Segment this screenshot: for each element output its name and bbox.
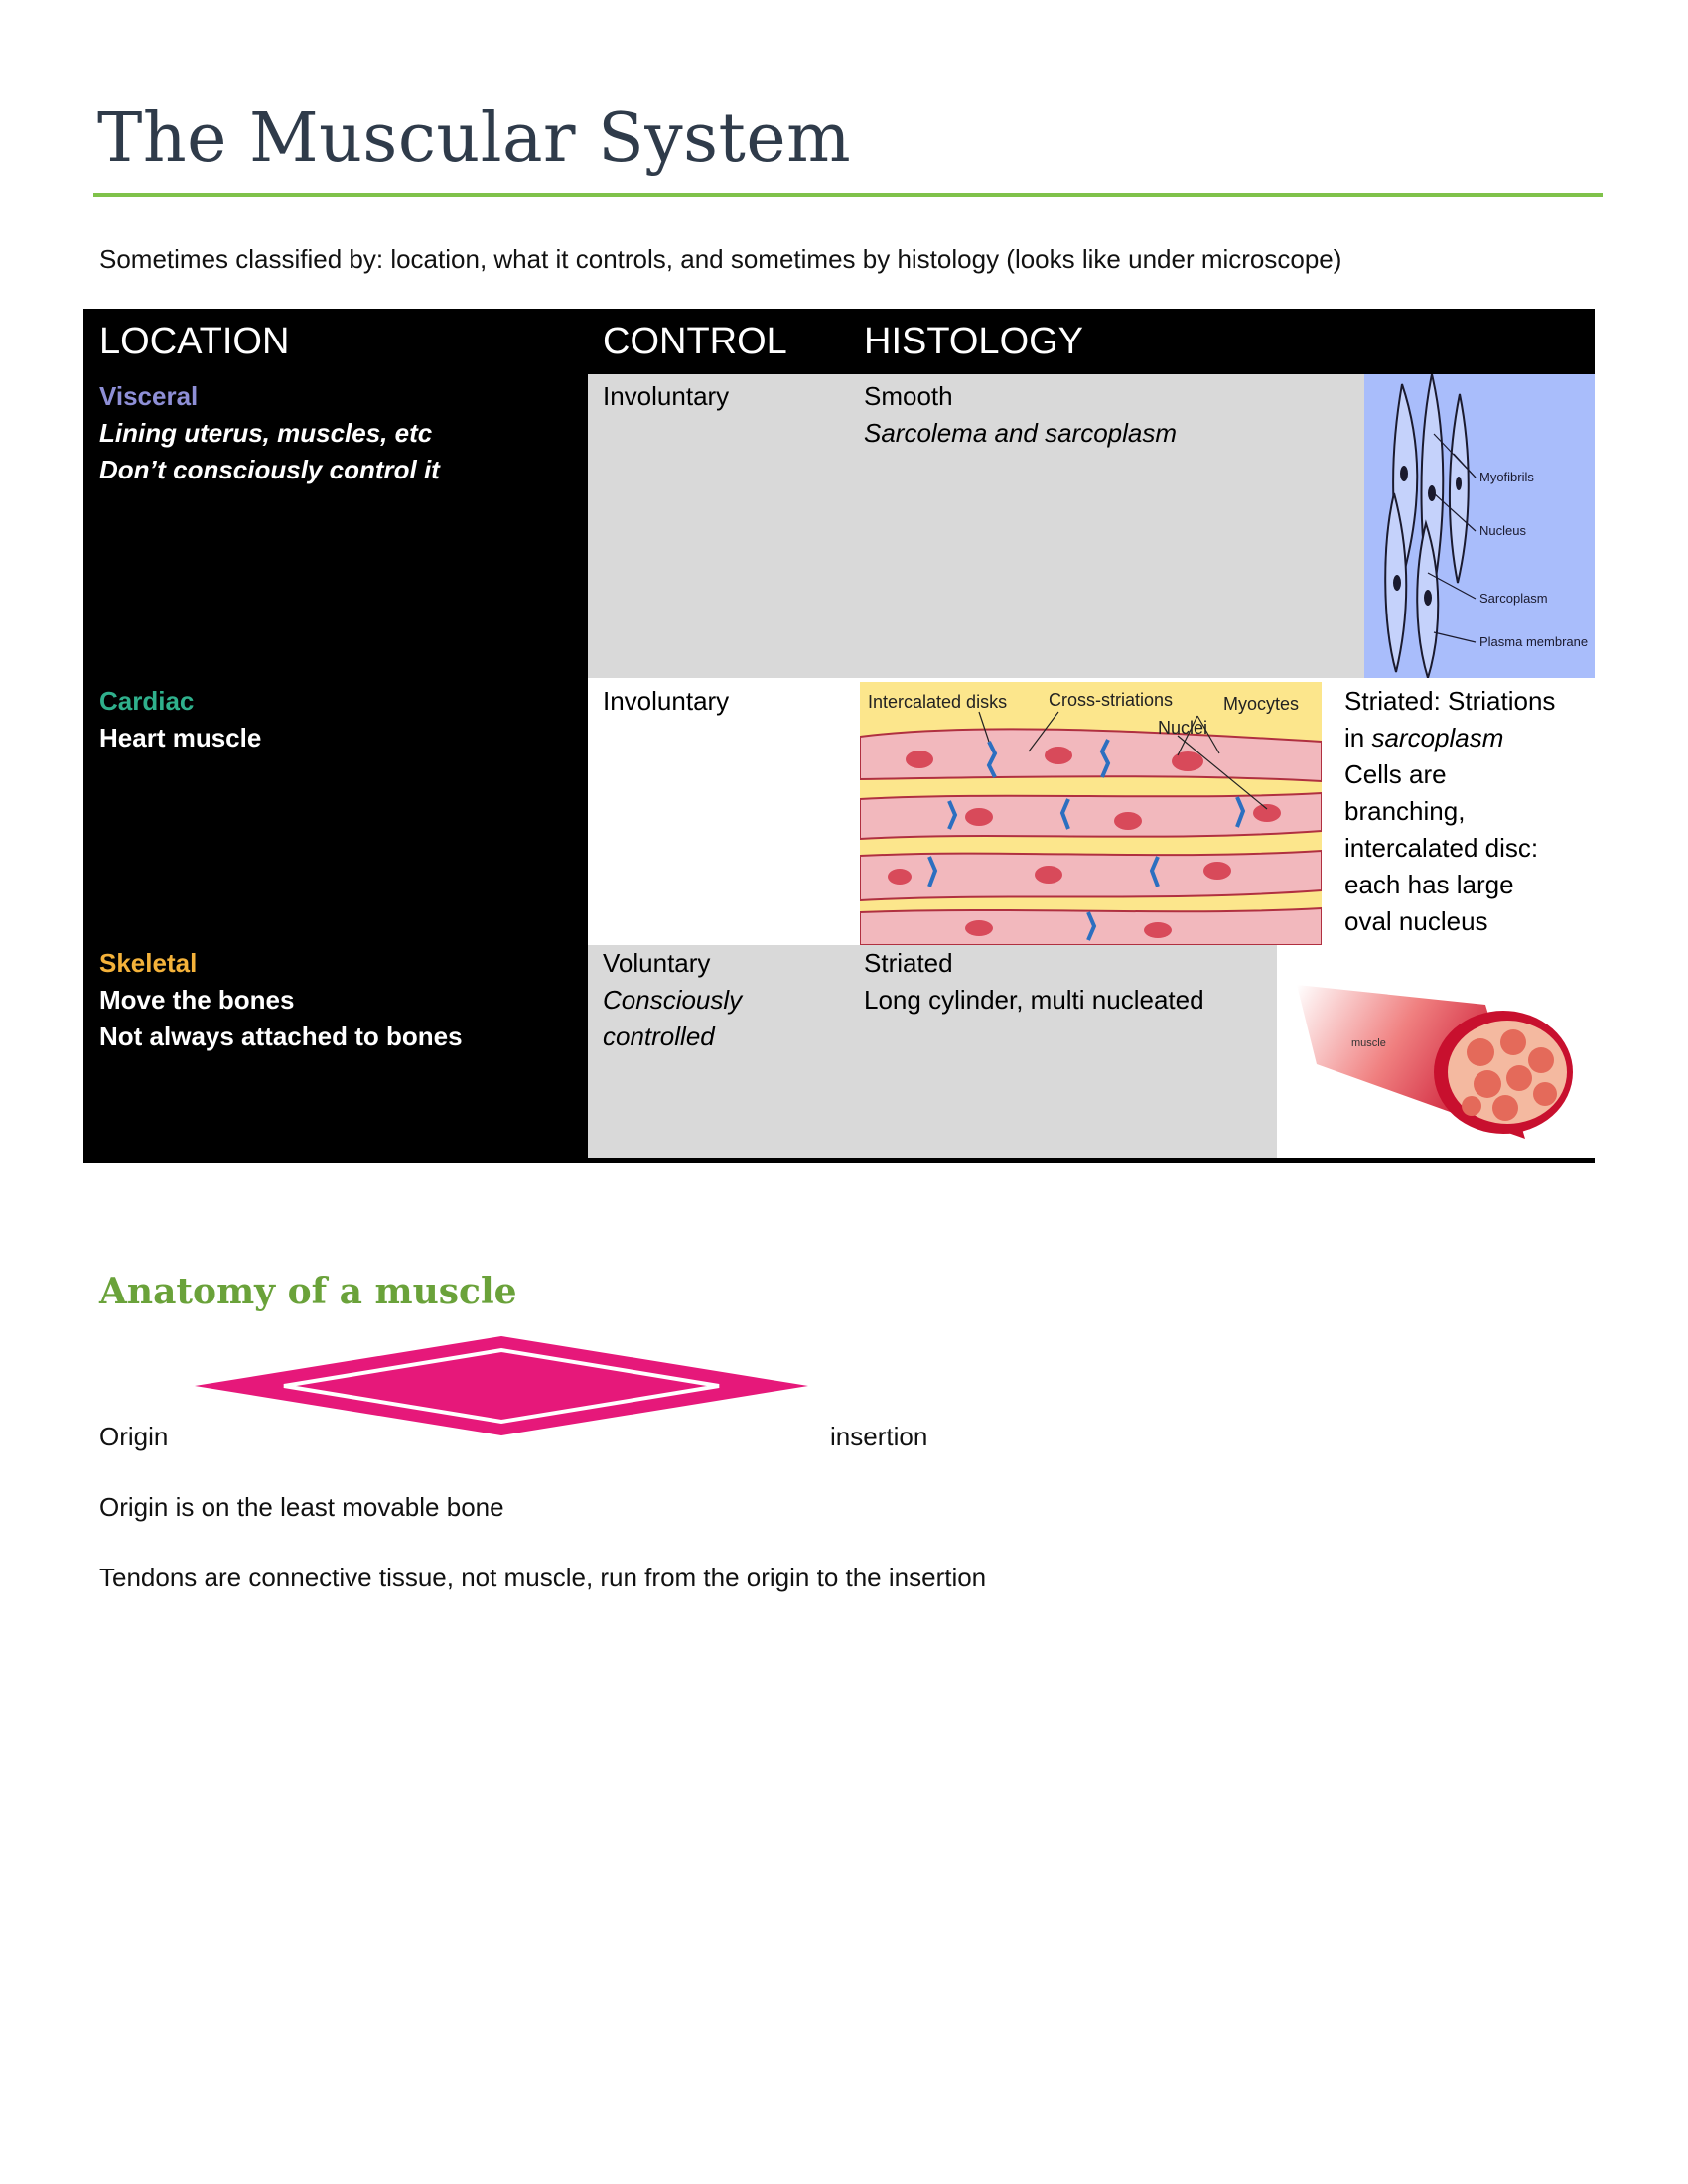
control-detail: controlled: [603, 1022, 715, 1051]
label-sarcoplasm: Sarcoplasm: [1479, 591, 1548, 606]
origin-label: Origin: [99, 1422, 169, 1451]
tendon-note: Tendons are connective tissue, not muscle, run from the origin to the insertion: [99, 1563, 987, 1592]
control-value: Voluntary: [603, 948, 711, 978]
muscle-diamond-shape: [195, 1336, 808, 1435]
note-line: each has large: [1344, 870, 1514, 899]
intro-text: Sometimes classified by: location, what it controls, and sometimes by histology (looks like under microscope): [99, 244, 1342, 274]
location-name: Visceral: [99, 381, 199, 411]
location-desc: Move the bones: [99, 985, 295, 1015]
cardiac-muscle-image: [860, 682, 1322, 945]
label-plasma-membrane: Plasma membrane: [1479, 634, 1589, 649]
table-bottom-rule: [83, 1158, 1595, 1163]
location-skeletal: [99, 945, 463, 1055]
note-line: branching,: [1344, 796, 1466, 826]
label-myocytes: Myocytes: [1223, 694, 1300, 714]
label-myofibrils: Myofibrils: [1479, 470, 1534, 484]
control-detail: Consciously: [603, 985, 743, 1015]
location-desc: Heart muscle: [99, 723, 262, 752]
header-control: CONTROL: [603, 321, 787, 362]
histology-type: Striated: [864, 948, 953, 978]
note-line: [1344, 720, 1555, 756]
histology-detail: Sarcolema and sarcoplasm: [864, 418, 1178, 448]
anatomy-heading: Anatomy of a muscle: [99, 1271, 517, 1312]
location-visceral: [99, 378, 440, 488]
location-desc: Not always attached to bones: [99, 1022, 463, 1051]
note-line: Cells are: [1344, 759, 1447, 789]
label-nuclei: Nuclei: [1158, 718, 1208, 738]
skeletal-muscle-image: [1277, 945, 1595, 1158]
page-title: The Muscular System: [97, 99, 852, 178]
insertion-label: insertion: [830, 1422, 928, 1451]
histology-type: Smooth: [864, 381, 953, 411]
control-skeletal: [603, 945, 742, 1055]
control-cardiac: Involuntary: [603, 686, 730, 716]
cardiac-notes: [1344, 683, 1555, 940]
note-italic: sarcoplasm: [1371, 723, 1504, 752]
label-muscle: muscle: [1351, 1037, 1386, 1049]
skeletal-muscle-diagram: [1277, 945, 1595, 1158]
cardiac-muscle-diagram: [860, 682, 1322, 945]
note-line: intercalated disc:: [1344, 833, 1539, 863]
origin-note: Origin is on the least movable bone: [99, 1492, 504, 1522]
location-desc: Lining uterus, muscles, etc: [99, 418, 433, 448]
histology-detail: Long cylinder, multi nucleated: [864, 985, 1204, 1015]
note-text: in: [1344, 723, 1372, 752]
header-histology: HISTOLOGY: [864, 321, 1084, 362]
location-desc: Don’t consciously control it: [99, 455, 440, 484]
location-cardiac: [99, 683, 261, 756]
smooth-muscle-image: [1364, 374, 1595, 678]
note-line: Striated: Striations: [1344, 686, 1556, 716]
label-nucleus: Nucleus: [1479, 523, 1526, 538]
histology-visceral: [864, 378, 1177, 452]
label-cross-striations: Cross-striations: [1049, 690, 1174, 710]
control-visceral: Involuntary: [603, 381, 730, 411]
label-intercalated-disks: Intercalated disks: [868, 692, 1008, 712]
location-name: Skeletal: [99, 948, 198, 978]
smooth-muscle-diagram: [1364, 374, 1595, 678]
title-underline: [93, 193, 1603, 197]
note-line: oval nucleus: [1344, 906, 1488, 936]
table-header: [83, 309, 1595, 374]
histology-skeletal: [864, 945, 1204, 1019]
location-name: Cardiac: [99, 686, 195, 716]
header-location: LOCATION: [99, 321, 290, 362]
muscle-table: [83, 309, 1595, 1163]
